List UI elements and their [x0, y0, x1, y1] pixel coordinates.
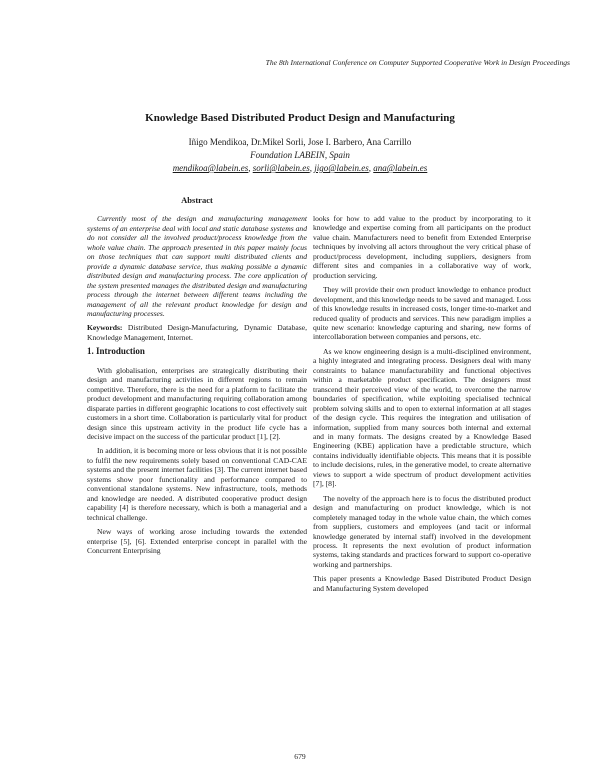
body-paragraph: In addition, it is becoming more or less obvious that it is not possible to fulfil the new requirements solely based on conventional CAD-CAE systems and the present internet facilities [3]. The current internet based systems show poor functionality and performance compared to conventional standalone systems. New infrastructure, tools, methods and knowledge are needed. A distributed cooperative product design capability [4] is therefore necessary, which is both a managerial and a technical challenge. [87, 446, 307, 522]
paper-title: Knowledge Based Distributed Product Design and Manufacturing [145, 112, 455, 124]
email-link[interactable]: ana@labein.es [373, 163, 428, 173]
abstract-heading: Abstract [181, 195, 213, 205]
body-paragraph: This paper presents a Knowledge Based Distributed Product Design and Manufacturing System developed [313, 574, 531, 593]
running-header: The 8th International Conference on Computer Supported Cooperative Work in Design Proceedings [265, 58, 570, 67]
body-paragraph: New ways of working arose including towards the extended enterprise [5], [6]. Extended enterprise concept in parallel with the Concurrent Enterprising [87, 527, 307, 555]
body-paragraph: As we know engineering design is a multi-disciplined environment, a highly integrated and integrating process. Designers deal with many constraints to balance manufacturability and functional objectives within a marketable product specification. The designers must transcend their perceived view of the world, to overcome the narrow boundaries of specification, while exploiting specialised technical problem solving skills and to open to external information at all stages of the design cycle. This requires the integration and utilisation of information, supplied from many sources both internal and external and in many formats. The designs created by a Knowledge Based Engineering (KBE) application have a predictable structure, which contains individually identifiable objects. This means that it is possible to include decisions, rules, in the generative model, to create alternative views to support a wide spectrum of product development activities [7], [8]. [313, 346, 531, 489]
section-heading-introduction: 1. Introduction [87, 346, 145, 357]
right-column [313, 214, 531, 598]
page-number: 679 [294, 752, 306, 761]
abstract-text: Currently most of the design and manufacturing management systems of an enterprise deal with local and static database systems and do not consider all the involved product/process knowledge from the whole value chain. The approach presented in this paper mainly focus on those techniques that can support multi distributed clients and provide a dynamic database service, thus making possible a dynamic distributed design and manufacturing process. The core application of the system presented manages the distributed design and manufacturing process through the internet between different teams including the management of all the relevant product knowledge for design and manufacturing processes. [87, 214, 307, 318]
author-block [0, 136, 600, 175]
keywords [87, 323, 307, 342]
body-paragraph: They will provide their own product knowledge to enhance product development, and this knowledge needs to be saved and managed. Loss of this knowledge results in increased costs, longer time-to-market and reduced quality of products and services. This new paradigm implies a quite new scenario: knowledge capturing and sharing, new forms of intercollaboration between companies and persons, etc. [313, 285, 531, 342]
author-list: Iñigo Mendikoa, Dr.Mikel Sorli, Jose I. Barbero, Ana Carrillo [188, 137, 412, 147]
email-link[interactable]: mendikoa@labein.es [172, 163, 249, 173]
email-list: mendikoa@labein.es, sorli@labein.es, jigo@labein.es, ana@labein.es [172, 163, 428, 173]
affiliation: Foundation LABEIN, Spain [250, 150, 350, 160]
keywords-text: Distributed Design-Manufacturing, Dynamic Database, Knowledge Management, Internet. [87, 323, 307, 342]
left-column [87, 196, 307, 560]
body-paragraph: The novelty of the approach here is to focus the distributed product design and manufacturing on product knowledge, which is not completely managed today in the whole value chain, the which comes from suppliers, customers and employees (and tacit or informal knowledge generated by internal staff) involved in the development process. It represents the next evolution of product information systems, taking standards and practices forward to support co-operative working and partnerships. [313, 493, 531, 569]
keywords-label: Keywords: [87, 323, 123, 333]
body-paragraph: With globalisation, enterprises are strategically distributing their design and manufacturing activities in different regions to remain competitive. Therefore, there is the need for a platform to facilitate the product development and manufacturing requiring collaboration among disparate parties in different geographic locations to cost effectively suit customers in a short time. Collaboration is particularly vital for product design since this upstream activity in the product life cycle has a decisive impact on the success of the particular product [1], [2]. [87, 365, 307, 441]
body-paragraph: looks for how to add value to the product by incorporating to it knowledge and expertise coming from all participants on the product value chain. Manufacturers need to benefit from Extended Enterprise techniques by involving all actors throughout the very critical phase of product/process development, including suppliers, designers from different sites and companies in a collaborative way of work, production servicing. [313, 214, 531, 280]
email-link[interactable]: sorli@labein.es [252, 163, 310, 173]
email-link[interactable]: jigo@labein.es [314, 163, 369, 173]
